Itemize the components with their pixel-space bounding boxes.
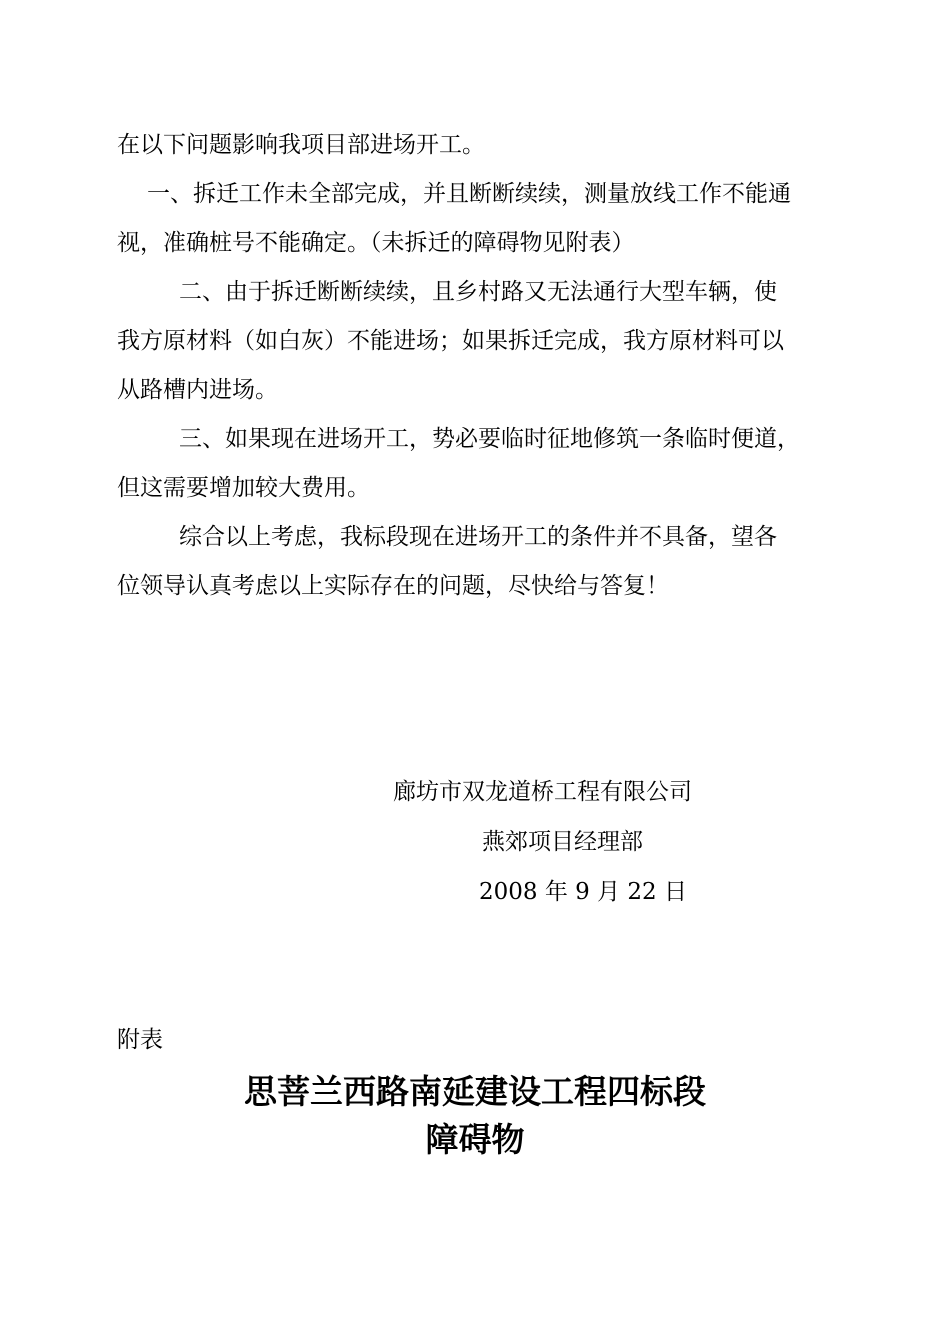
letter-line: 综合以上考虑，我标段现在进场开工的条件并不具备，望各 [179,524,777,550]
annex-title-line2: 障碍物 [425,1120,525,1159]
letter-line: 我方原材料（如白灰）不能进场；如果拆迁完成，我方原材料可以 [117,328,784,354]
letter-line: 在以下问题影响我项目部进场开工。 [117,132,485,158]
letter-line: 三、如果现在进场开工，势必要临时征地修筑一条临时便道， [179,426,800,452]
letter-line: 但这需要增加较大费用。 [117,475,370,501]
letter-line: 一、拆迁工作未全部完成，并且断断续续，测量放线工作不能通 [147,181,791,207]
signature-department: 燕郊项目经理部 [482,829,643,855]
letter-line: 从路槽内进场。 [117,377,278,403]
annex-label: 附表 [117,1027,163,1053]
signature-company: 廊坊市双龙道桥工程有限公司 [393,779,692,805]
letter-line: 二、由于拆迁断断续续，且乡村路又无法通行大型车辆，使 [179,279,777,305]
letter-line: 视，准确桩号不能确定。（未拆迁的障碍物见附表） [117,230,635,256]
annex-title-line1: 思菩兰西路南延建设工程四标段 [244,1072,706,1111]
letter-body [117,121,843,611]
signature-date: 2008 年 9 月 22 日 [479,879,687,905]
letter-line: 位领导认真考虑以上实际存在的问题，尽快给与答复！ [117,573,669,599]
